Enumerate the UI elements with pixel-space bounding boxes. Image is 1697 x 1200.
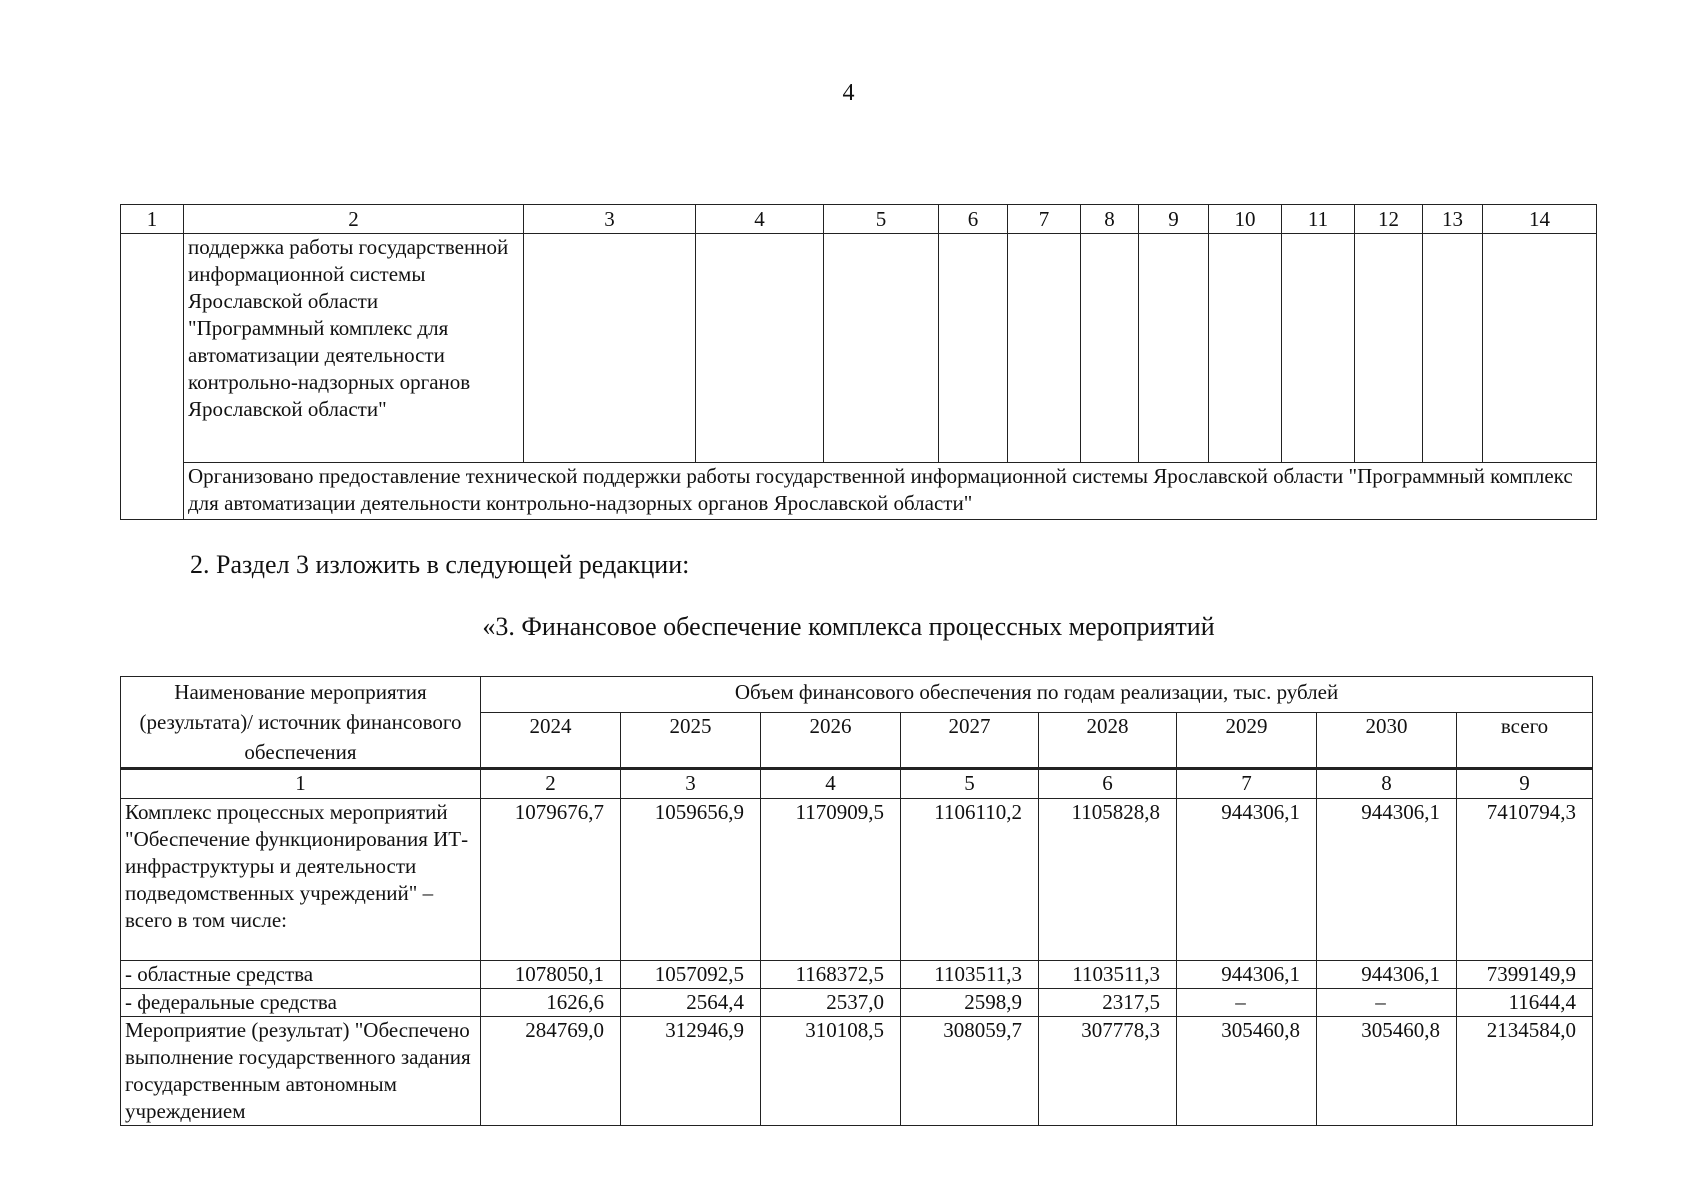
empty-cell <box>1483 234 1597 463</box>
column-numbers-row <box>121 769 1593 799</box>
value-cell: 1103511,3 <box>901 961 1039 989</box>
column-number: 14 <box>1483 205 1597 234</box>
value-cell: 305460,8 <box>1177 1017 1317 1126</box>
table-row <box>121 989 1593 1017</box>
column-number: 4 <box>696 205 824 234</box>
value-cell: 944306,1 <box>1317 799 1457 961</box>
result-text-cell: Организовано предоставление технической поддержки работы государственной информационной системы Ярославской области "Программный комплекс для автоматизации деятельности контрольно-надзорных органов Ярославской области" <box>184 463 1597 520</box>
value-cell: 308059,7 <box>901 1017 1039 1126</box>
column-number: 13 <box>1423 205 1483 234</box>
empty-cell <box>939 234 1008 463</box>
table-row <box>121 799 1593 961</box>
value-cell: 1105828,8 <box>1039 799 1177 961</box>
value-cell: 307778,3 <box>1039 1017 1177 1126</box>
table-row <box>121 961 1593 989</box>
value-cell: 944306,1 <box>1177 961 1317 989</box>
column-number: 8 <box>1081 205 1139 234</box>
empty-cell <box>524 234 696 463</box>
year-header: 2024 <box>481 712 621 768</box>
financing-table <box>120 676 1593 1126</box>
total-cell: 11644,4 <box>1457 989 1593 1017</box>
year-header: 2025 <box>621 712 761 768</box>
value-cell: 1626,6 <box>481 989 621 1017</box>
value-cell: – <box>1177 989 1317 1017</box>
total-cell: 2134584,0 <box>1457 1017 1593 1126</box>
value-cell: 1168372,5 <box>761 961 901 989</box>
header-volume-cell: Объем финансового обеспечения по годам реализации, тыс. рублей <box>481 677 1593 713</box>
column-number: 6 <box>939 205 1008 234</box>
value-cell: – <box>1317 989 1457 1017</box>
column-number: 3 <box>524 205 696 234</box>
year-header: 2028 <box>1039 712 1177 768</box>
empty-cell <box>1423 234 1483 463</box>
column-number: 5 <box>901 769 1039 799</box>
empty-cell <box>121 234 184 520</box>
page-number: 4 <box>842 80 855 106</box>
value-cell: 305460,8 <box>1317 1017 1457 1126</box>
column-number: 9 <box>1139 205 1209 234</box>
year-header: 2026 <box>761 712 901 768</box>
total-cell: 7399149,9 <box>1457 961 1593 989</box>
header-row-1 <box>121 677 1593 713</box>
column-number: 11 <box>1282 205 1355 234</box>
column-number: 9 <box>1457 769 1593 799</box>
empty-cell <box>1081 234 1139 463</box>
empty-cell <box>1139 234 1209 463</box>
row-name-cell: Мероприятие (результат) "Обеспечено выполнение государственного задания государственным автономным учреждением <box>121 1017 481 1126</box>
value-cell: 944306,1 <box>1177 799 1317 961</box>
value-cell: 312946,9 <box>621 1017 761 1126</box>
value-cell: 1106110,2 <box>901 799 1039 961</box>
year-header: 2030 <box>1317 712 1457 768</box>
value-cell: 1103511,3 <box>1039 961 1177 989</box>
year-header: 2029 <box>1177 712 1317 768</box>
total-cell: 7410794,3 <box>1457 799 1593 961</box>
column-number: 4 <box>761 769 901 799</box>
empty-cell <box>1282 234 1355 463</box>
event-row <box>121 234 1597 463</box>
year-header: 2027 <box>901 712 1039 768</box>
value-cell: 2598,9 <box>901 989 1039 1017</box>
value-cell: 284769,0 <box>481 1017 621 1126</box>
empty-cell <box>824 234 939 463</box>
row-name-cell: - областные средства <box>121 961 481 989</box>
column-number: 6 <box>1039 769 1177 799</box>
value-cell: 1170909,5 <box>761 799 901 961</box>
result-row <box>121 463 1597 520</box>
column-numbers-row <box>121 205 1597 234</box>
value-cell: 1057092,5 <box>621 961 761 989</box>
value-cell: 2317,5 <box>1039 989 1177 1017</box>
value-cell: 1059656,9 <box>621 799 761 961</box>
column-number: 12 <box>1355 205 1423 234</box>
total-header: всего <box>1457 712 1593 768</box>
column-number: 2 <box>481 769 621 799</box>
value-cell: 1079676,7 <box>481 799 621 961</box>
lead-text: 2. Раздел 3 изложить в следующей редакции: <box>190 550 690 579</box>
column-number: 8 <box>1317 769 1457 799</box>
empty-cell <box>1008 234 1081 463</box>
column-number: 10 <box>1209 205 1282 234</box>
column-number: 2 <box>184 205 524 234</box>
value-cell: 2537,0 <box>761 989 901 1017</box>
value-cell: 310108,5 <box>761 1017 901 1126</box>
empty-cell <box>696 234 824 463</box>
column-number: 5 <box>824 205 939 234</box>
column-number: 3 <box>621 769 761 799</box>
column-number: 1 <box>121 205 184 234</box>
column-number: 1 <box>121 769 481 799</box>
value-cell: 1078050,1 <box>481 961 621 989</box>
section-title: «3. Финансовое обеспечение комплекса процессных мероприятий <box>482 612 1215 641</box>
events-table <box>120 204 1597 520</box>
row-name-cell: Комплекс процессных мероприятий "Обеспечение функционирования ИТ-инфраструктуры и деятельности подведомственных учреждений" – всего в том числе: <box>121 799 481 961</box>
event-name-cell: поддержка работы государственной информационной системы Ярославской области "Программный комплекс для автоматизации деятельности контрольно-надзорных органов Ярославской области" <box>184 234 524 463</box>
value-cell: 2564,4 <box>621 989 761 1017</box>
column-number: 7 <box>1008 205 1081 234</box>
header-name-cell: Наименование мероприятия (результата)/ источник финансового обеспечения <box>121 677 481 769</box>
empty-cell <box>1355 234 1423 463</box>
value-cell: 944306,1 <box>1317 961 1457 989</box>
table-row <box>121 1017 1593 1126</box>
row-name-cell: - федеральные средства <box>121 989 481 1017</box>
column-number: 7 <box>1177 769 1317 799</box>
empty-cell <box>1209 234 1282 463</box>
